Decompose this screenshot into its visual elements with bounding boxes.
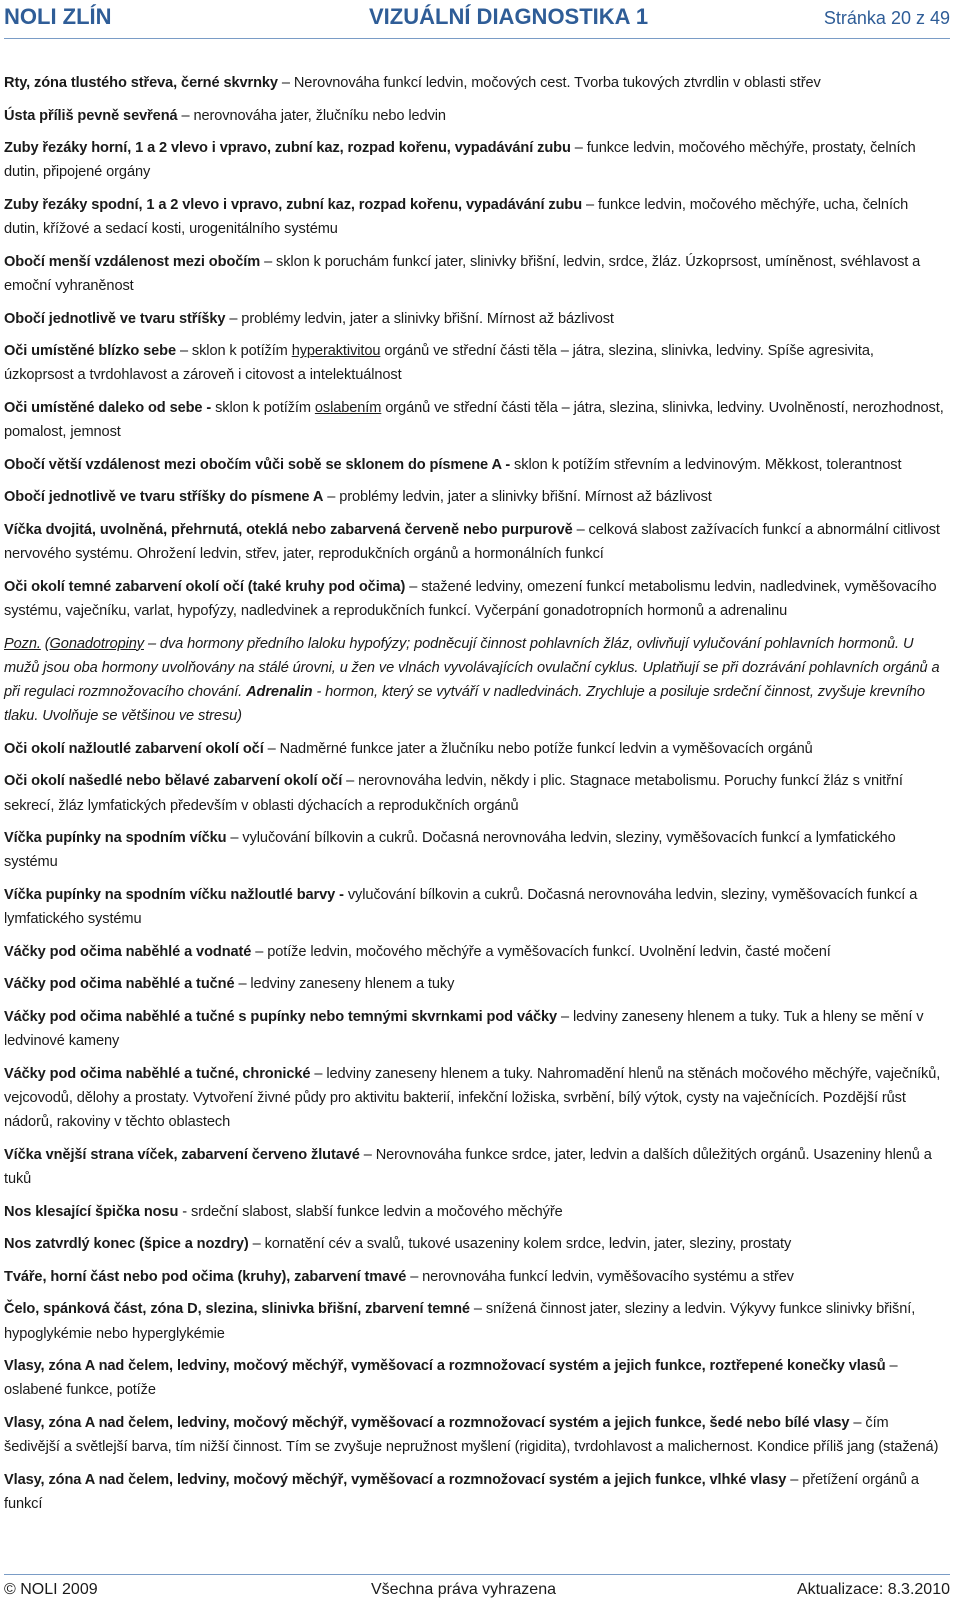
paragraph-text: – ledviny zaneseny hlenem a tuky. Nahromadění hlenů na stěnách močového měchýře, vaječníků, vejcovodů, dělohy a prostaty. Vytvoření živné půdy pro aktivitu bakterií, infekční ložiska, svrbění, bílý výtok, cysty na vaječnících. Pozdější růst nádorů, rakoviny v těchto oblastech: [4, 1065, 941, 1131]
paragraph-text: – oslabené funkce, potíže: [4, 1358, 898, 1399]
paragraph: [4, 883, 946, 931]
paragraph: [4, 940, 946, 964]
paragraph-text: – Nerovnováha funkce srdce, jater, ledvin a dalších důležitých orgánů. Usazeniny hlenů a tuků: [4, 1146, 932, 1187]
paragraph-text: – funkce ledvin, močového měchýře, prostaty, čelních dutin, připojené orgány: [4, 140, 916, 181]
paragraph-heading: Vlasy, zóna A nad čelem, ledviny, močový měchýř, vyměšovací a rozmnožovací systém a jejich funkce, roztřepené konečky vlasů: [4, 1358, 886, 1375]
paragraph-text: – problémy ledvin, jater a slinivky břišní. Mírnost až bázlivost: [323, 489, 712, 506]
paragraph: [4, 575, 946, 623]
paragraph: [4, 737, 946, 761]
paragraph-heading: Váčky pod očima naběhlé a vodnaté: [4, 943, 252, 960]
paragraph: [4, 453, 946, 477]
paragraph-text: – celková slabost zažívacích funkcí a abnormální citlivost nervového systému. Ohrožení ledvin, střev, jater, reprodukčních orgánů a hormonálních funkcí: [4, 521, 940, 563]
paragraph-text: sklon k potížím: [211, 399, 315, 416]
header-document-title: VIZUÁLNÍ DIAGNOSTIKA 1: [369, 4, 649, 29]
paragraph-text: – nerovnováha funkcí ledvin, vyměšovacího systému a střev: [406, 1268, 794, 1285]
paragraph: [4, 193, 946, 241]
paragraph-heading: Váčky pod očima naběhlé a tučné, chronické: [4, 1065, 311, 1082]
paragraph-heading: Nos zatvrdlý konec (špice a nozdry): [4, 1236, 249, 1253]
paragraph: [4, 826, 946, 874]
paragraph-text: sklon k potížím střevním a ledvinovým. Měkkost, tolerantnost: [510, 456, 902, 473]
footer-copyright: © NOLI 2009: [4, 1581, 98, 1598]
footer-rights: Všechna práva vyhrazena: [371, 1581, 556, 1598]
paragraph-heading: Víčka pupínky na spodním víčku nažloutlé barvy -: [4, 886, 344, 903]
paragraph-heading: Zuby řezáky spodní, 1 a 2 vlevo i vpravo, zubní kaz, rozpad kořenu, vypadávání zubu: [4, 196, 583, 213]
paragraph-text: orgánů ve střední části těla – játra, slezina, slinivka, ledviny. Spíše agresivita, úzkoprsost a tvrdohlavost a zároveň i citovost a intelektuálnost: [4, 343, 874, 384]
paragraph: [4, 104, 946, 128]
paragraph-text: – přetížení orgánů a funkcí: [4, 1471, 919, 1512]
paragraph: [4, 71, 946, 95]
paragraph-text: – čím šedivější a světlejší barva, tím nižší činnost. Tím se zvyšuje nepružnost myšlení (rigidita), tvrdohlavost a malichernost. Kondice příliš jang (stažená): [4, 1414, 939, 1456]
paragraph-text: – kornatění cév a svalů, tukové usazeniny kolem srdce, ledvin, jater, sleziny, prostaty: [248, 1236, 792, 1253]
paragraph: [4, 1265, 946, 1289]
paragraph-heading: Ústa příliš pevně sevřená: [4, 107, 178, 124]
paragraph: [4, 769, 946, 817]
page-footer: [4, 1574, 950, 1603]
paragraph-text: – Nadměrné funkce jater a žlučníku nebo potíže funkcí ledvin a vyměšovacích orgánů: [263, 740, 813, 757]
document-body: [4, 71, 946, 1524]
paragraph: [4, 339, 946, 387]
paragraph-heading: Obočí větší vzdálenost mezi obočím vůči sobě se sklonem do písmene A -: [4, 456, 511, 473]
paragraph-text: – sklon k potížím: [175, 343, 292, 360]
paragraph-heading: Víčka vnější strana víček, zabarvení červeno žlutavé: [4, 1146, 360, 1163]
paragraph-text: (: [40, 635, 50, 652]
paragraph-text: – dva hormony předního laloku hypofýzy; podněcují činnost pohlavních žláz, ovlivňují vylučování pohlavních hormonů. U mužů jsou oba hormony uvolňovány na stálé úrovni, u žen ve vlnách vyvolávajících ovulační cyklus. Uplatňují se při dozrávání pohlavních orgánů a při regulaci rozmnožovacího chování.: [4, 635, 940, 700]
paragraph-text: – vylučování bílkovin a cukrů. Dočasná nerovnováha ledvin, sleziny, vyměšovacích funkcí a lymfatického systému: [4, 830, 896, 871]
paragraph: [4, 307, 946, 331]
paragraph-heading: Tváře, horní část nebo pod očima (kruhy), zabarvení tmavé: [4, 1268, 407, 1285]
paragraph-text: Pozn.: [4, 635, 41, 652]
paragraph: [4, 1232, 946, 1256]
paragraph-text: Gonadotropiny: [49, 635, 144, 652]
paragraph: [4, 1143, 946, 1191]
paragraph-heading: Zuby řezáky horní, 1 a 2 vlevo i vpravo, zubní kaz, rozpad kořenu, vypadávání zubu: [4, 140, 571, 157]
paragraph: [4, 1200, 946, 1224]
paragraph-text: – sklon k poruchám funkcí jater, slinivky břišní, ledvin, srdce, žláz. Úzkoprsost, umíněnost, svéhlavost a emoční vyhraněnost: [4, 253, 921, 294]
paragraph: [4, 250, 946, 298]
paragraph-text: - hormon, který se vytváří v nadledvinách. Zrychluje a posiluje srdeční činnost, zvyšuje krevního tlaku. Uvolňuje se většinou ve stresu): [4, 683, 925, 725]
paragraph-text: vylučování bílkovin a cukrů. Dočasná nerovnováha ledvin, sleziny, vyměšovacích funkcí a lymfatického systému: [4, 886, 918, 928]
paragraph-heading: Víčka pupínky na spodním víčku: [4, 830, 227, 847]
paragraph-heading: Obočí menší vzdálenost mezi obočím: [4, 253, 261, 270]
paragraph: [4, 485, 946, 509]
paragraph-heading: Víčka dvojitá, uvolněná, přehrnutá, oteklá nebo zabarvená červeně nebo purpurově: [4, 521, 573, 538]
paragraph-heading: Oči umístěné blízko sebe: [4, 343, 176, 360]
paragraph-heading: Adrenalin: [246, 683, 313, 700]
paragraph-text: - srdeční slabost, slabší funkce ledvin a močového měchýře: [178, 1203, 563, 1220]
paragraph: [4, 396, 946, 444]
paragraph-text: – problémy ledvin, jater a slinivky břišní. Mírnost až bázlivost: [225, 310, 614, 327]
paragraph-heading: Váčky pod očima naběhlé a tučné: [4, 976, 235, 993]
paragraph-heading: Rty, zóna tlustého střeva, černé skvrnky: [4, 75, 278, 91]
paragraph-text: hyperaktivitou: [291, 343, 381, 360]
paragraph-text: – ledviny zaneseny hlenem a tuky. Tuk a hleny se mění v ledvinové kameny: [4, 1008, 924, 1050]
paragraph-text: orgánů ve střední části těla – játra, slezina, slinivka, ledviny. Uvolněností, nerozhodnost, pomalost, jemnost: [4, 399, 944, 441]
paragraph-heading: Oči umístěné daleko od sebe -: [4, 399, 212, 416]
paragraph: [4, 1411, 946, 1459]
paragraph-text: – nerovnováha ledvin, někdy i plic. Stagnace metabolismu. Poruchy funkcí žláz s vnitřní sekrecí, žláz lymfatických především v oblasti dýchacích a reprodukčních orgánů: [4, 773, 903, 814]
paragraph-heading: Vlasy, zóna A nad čelem, ledviny, močový měchýř, vyměšovací a rozmnožovací systém a jejich funkce, vlhké vlasy: [4, 1471, 787, 1488]
paragraph-heading: Vlasy, zóna A nad čelem, ledviny, močový měchýř, vyměšovací a rozmnožovací systém a jejich funkce, šedé nebo bílé vlasy: [4, 1414, 850, 1431]
paragraph-text: – funkce ledvin, močového měchýře, ucha, čelních dutin, křížové a sedací kosti, urogenitálního systému: [4, 196, 909, 238]
paragraph: [4, 1005, 946, 1053]
paragraph-text: – ledviny zaneseny hlenem a tuky: [234, 976, 455, 993]
footer-updated: Aktualizace: 8.3.2010: [797, 1581, 950, 1598]
paragraph-text: – snížená činnost jater, sleziny a ledvin. Výkyvy funkce slinivky břišní, hypoglykémie nebo hyperglykémie: [4, 1301, 916, 1342]
paragraph: [4, 1468, 946, 1516]
paragraph-heading: Oči okolí nažloutlé zabarvení okolí očí: [4, 740, 264, 757]
header-organization: NOLI ZLÍN: [4, 4, 112, 29]
paragraph: [4, 632, 946, 729]
paragraph-text: – nerovnováha jater, žlučníku nebo ledvin: [177, 107, 446, 124]
paragraph: [4, 1354, 946, 1402]
paragraph: [4, 136, 946, 184]
paragraph-heading: Oči okolí našedlé nebo bělavé zabarvení okolí očí: [4, 773, 343, 790]
page-header: [4, 0, 950, 39]
paragraph-heading: Oči okolí temné zabarvení okolí očí (také kruhy pod očima): [4, 578, 406, 595]
paragraph-text: – Nerovnováha funkcí ledvin, močových cest. Tvorba tukových ztvrdlin v oblasti střev: [277, 75, 821, 91]
paragraph-heading: Čelo, spánková část, zóna D, slezina, slinivka břišní, zbarvení temné: [4, 1301, 470, 1318]
paragraph-text: – potíže ledvin, močového měchýře a vyměšovacích funkcí. Uvolnění ledvin, časté močení: [251, 943, 831, 960]
paragraph: [4, 518, 946, 566]
paragraph-heading: Obočí jednotlivě ve tvaru stříšky: [4, 310, 226, 327]
paragraph-text: oslabením: [314, 399, 382, 416]
paragraph-heading: Nos klesající špička nosu: [4, 1203, 179, 1220]
paragraph-heading: Obočí jednotlivě ve tvaru stříšky do písmene A: [4, 489, 324, 506]
paragraph: [4, 1297, 946, 1345]
paragraph-heading: Váčky pod očima naběhlé a tučné s pupínky nebo temnými skvrnkami pod váčky: [4, 1008, 558, 1025]
paragraph: [4, 1062, 946, 1135]
header-page-number: Stránka 20 z 49: [823, 8, 950, 28]
paragraph-text: – stažené ledviny, omezení funkcí metabolismu ledvin, nadledvinek, vyměšovacího systému, vaječníku, varlat, hypofýzy, nadledvinek a reprodukčních funkcí. Vyčerpání gonadotropních hormonů a adrenalinu: [4, 578, 937, 619]
paragraph: [4, 972, 946, 996]
